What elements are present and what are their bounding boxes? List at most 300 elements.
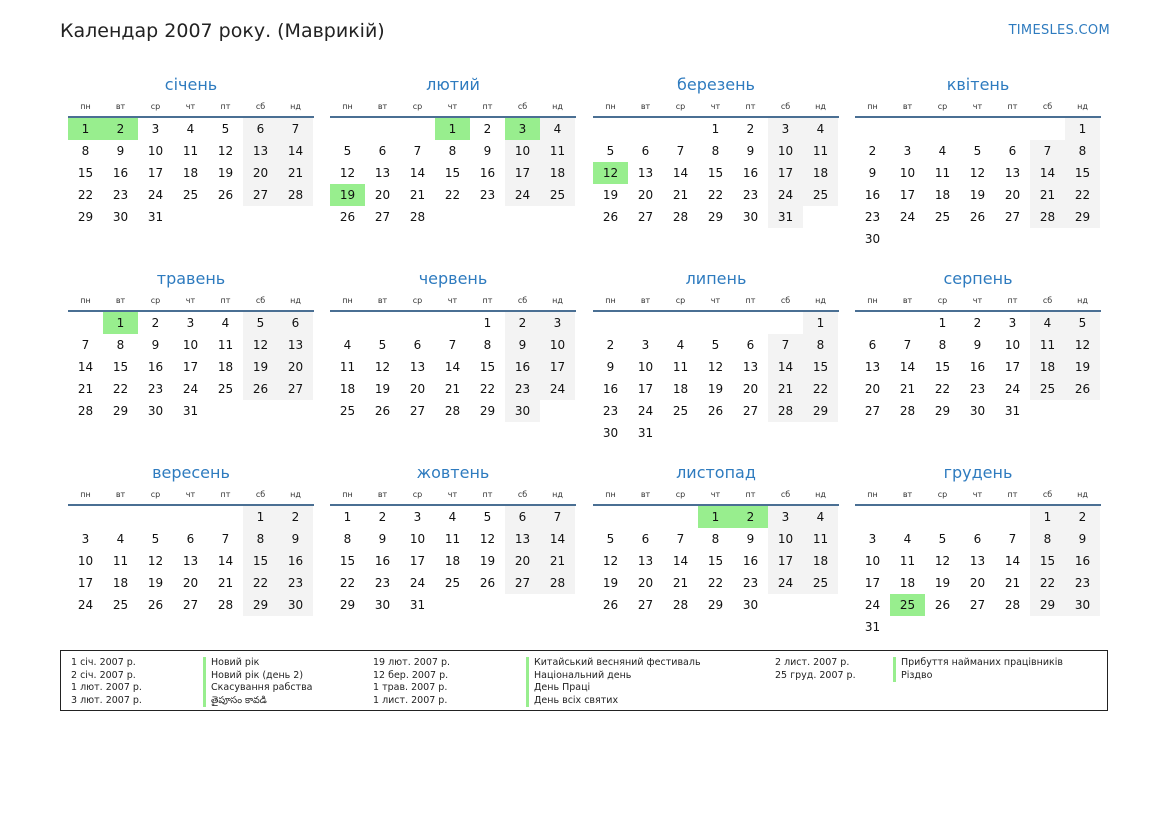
weekend-day-cell: 9 (1065, 528, 1100, 550)
empty-cell (68, 506, 103, 528)
week-row (330, 206, 576, 228)
day-cell: 11 (899, 554, 916, 568)
week-row (68, 594, 314, 616)
weekend-day-cell: 12 (1065, 334, 1100, 356)
weekend-day-cell: 30 (278, 594, 313, 616)
day-cell: 13 (409, 360, 426, 374)
day-cell: 25 (217, 382, 234, 396)
weekend-day-cell: 27 (243, 184, 278, 206)
day-cell: 27 (1004, 210, 1021, 224)
day-cell: 8 (343, 532, 352, 546)
legend-names-column (893, 657, 1063, 682)
month-name: грудень (943, 463, 1013, 482)
month-block (593, 74, 839, 228)
weekend-day-cell: 18 (540, 162, 575, 184)
weekday-label: пн (80, 102, 91, 111)
day-cell: 7 (221, 532, 230, 546)
day-cell: 24 (864, 598, 881, 612)
weekday-label: нд (552, 296, 563, 305)
empty-cell (925, 228, 960, 250)
weekday-label: пн (605, 296, 616, 305)
empty-cell (855, 312, 890, 334)
empty-cell (243, 400, 278, 422)
weekend-day-cell: 1 (1030, 506, 1065, 528)
weekday-label: пт (1007, 102, 1018, 111)
weekday-header (855, 99, 1101, 118)
day-cell: 23 (112, 188, 129, 202)
weekend-day-cell: 2 (505, 312, 540, 334)
day-cell: 3 (1008, 316, 1017, 330)
weekend-day-cell: 10 (768, 528, 803, 550)
weekend-day-cell: 11 (1030, 334, 1065, 356)
day-cell: 8 (483, 338, 492, 352)
day-cell: 14 (77, 360, 94, 374)
day-cell: 22 (707, 188, 724, 202)
weekday-label: вт (640, 296, 651, 305)
day-cell: 22 (707, 576, 724, 590)
day-cell: 16 (112, 166, 129, 180)
weekend-day-cell: 22 (1065, 184, 1100, 206)
day-cell: 14 (217, 554, 234, 568)
day-cell: 14 (444, 360, 461, 374)
day-cell: 16 (742, 554, 759, 568)
month-block (68, 462, 314, 616)
day-cell: 16 (969, 360, 986, 374)
day-cell: 21 (77, 382, 94, 396)
day-cell: 20 (1004, 188, 1021, 202)
day-cell: 5 (938, 532, 947, 546)
holiday-day-cell: 3 (505, 118, 540, 140)
month-block (855, 74, 1101, 250)
day-cell: 13 (1004, 166, 1021, 180)
weekday-label: ср (150, 296, 161, 305)
weekend-day-cell: 10 (768, 140, 803, 162)
empty-cell (208, 400, 243, 422)
empty-cell (1065, 616, 1100, 638)
legend-dates-column (775, 657, 856, 682)
weekday-label: пн (605, 102, 616, 111)
weekend-day-cell: 3 (768, 506, 803, 528)
weekend-day-cell: 24 (505, 184, 540, 206)
weekend-day-cell: 15 (1030, 550, 1065, 572)
day-cell: 27 (742, 404, 759, 418)
empty-cell (540, 594, 575, 616)
weekday-label: чт (710, 490, 721, 499)
brand-link[interactable]: TIMESLES.COM (1008, 23, 1110, 38)
week-row (330, 378, 576, 400)
week-row (68, 118, 314, 140)
weekend-day-cell: 25 (803, 184, 838, 206)
day-cell: 29 (112, 404, 129, 418)
week-row (593, 378, 839, 400)
day-cell: 19 (602, 188, 619, 202)
weekday-label: ср (150, 490, 161, 499)
holiday-day-cell: 2 (103, 118, 138, 140)
weekday-label: ср (675, 490, 686, 499)
day-cell: 21 (217, 576, 234, 590)
empty-cell (925, 118, 960, 140)
empty-cell (960, 506, 995, 528)
week-row (68, 506, 314, 528)
weekday-label: пт (220, 102, 231, 111)
weekend-day-cell: 14 (1030, 162, 1065, 184)
day-cell: 20 (374, 188, 391, 202)
weekend-day-cell: 16 (1065, 550, 1100, 572)
month-block (330, 462, 576, 616)
weekday-label: пт (745, 296, 756, 305)
empty-cell (435, 206, 470, 228)
weekday-label: сб (517, 490, 528, 499)
legend-date: 2 січ. 2007 р. (71, 669, 136, 681)
day-cell: 14 (1004, 554, 1021, 568)
empty-cell (803, 206, 838, 228)
day-cell: 7 (448, 338, 457, 352)
legend-date: 1 лист. 2007 р. (373, 694, 448, 706)
day-cell: 6 (973, 532, 982, 546)
weekend-day-cell: 17 (768, 550, 803, 572)
day-cell: 9 (116, 144, 125, 158)
day-cell: 4 (676, 338, 685, 352)
day-cell: 30 (147, 404, 164, 418)
weekend-day-cell: 7 (768, 334, 803, 356)
weekday-label: чт (185, 102, 196, 111)
day-cell: 3 (81, 532, 90, 546)
weekend-day-cell: 20 (278, 356, 313, 378)
weekend-day-cell: 4 (1030, 312, 1065, 334)
day-cell: 9 (746, 144, 755, 158)
day-cell: 10 (77, 554, 94, 568)
day-cell: 8 (938, 338, 947, 352)
day-cell: 14 (409, 166, 426, 180)
day-cell: 28 (1004, 598, 1021, 612)
day-cell: 28 (672, 598, 689, 612)
weekend-day-cell: 27 (278, 378, 313, 400)
empty-cell (208, 206, 243, 228)
weekend-day-cell: 4 (803, 118, 838, 140)
weekend-day-cell: 23 (278, 572, 313, 594)
legend-date: 3 лют. 2007 р. (71, 694, 142, 706)
week-row (330, 118, 576, 140)
empty-cell (330, 312, 365, 334)
day-cell: 15 (339, 554, 356, 568)
day-cell: 13 (637, 166, 654, 180)
day-cell: 30 (969, 404, 986, 418)
holiday-day-cell: 1 (68, 118, 103, 140)
day-cell: 14 (672, 554, 689, 568)
weekday-label: вт (377, 102, 388, 111)
weekday-label: пн (342, 296, 353, 305)
day-cell: 26 (374, 404, 391, 418)
month-block (330, 74, 576, 228)
empty-cell (768, 312, 803, 334)
day-cell: 19 (707, 382, 724, 396)
weekend-day-cell: 23 (1065, 572, 1100, 594)
month-name: травень (156, 269, 226, 288)
weekend-day-cell: 3 (768, 118, 803, 140)
day-cell: 31 (409, 598, 426, 612)
weekday-label: чт (972, 102, 983, 111)
day-cell: 25 (444, 576, 461, 590)
day-cell: 28 (409, 210, 426, 224)
empty-cell (278, 206, 313, 228)
empty-cell (1030, 400, 1065, 422)
week-row (593, 312, 839, 334)
day-cell: 5 (483, 510, 492, 524)
weekend-day-cell: 13 (243, 140, 278, 162)
weekend-day-cell: 21 (1030, 184, 1065, 206)
day-cell: 20 (742, 382, 759, 396)
day-cell: 11 (339, 360, 356, 374)
day-cell: 24 (899, 210, 916, 224)
weekday-label: чт (972, 490, 983, 499)
day-cell: 16 (374, 554, 391, 568)
weekday-label: ср (412, 490, 423, 499)
day-cell: 22 (479, 382, 496, 396)
empty-cell (138, 506, 173, 528)
weekday-label: сб (517, 296, 528, 305)
week-row (593, 356, 839, 378)
day-cell: 9 (151, 338, 160, 352)
day-cell: 24 (147, 188, 164, 202)
day-cell: 29 (479, 404, 496, 418)
week-row (68, 206, 314, 228)
week-row (855, 378, 1101, 400)
day-cell: 17 (147, 166, 164, 180)
empty-cell (173, 506, 208, 528)
weekday-label: ср (150, 102, 161, 111)
weekend-day-cell: 21 (768, 378, 803, 400)
weekday-label: чт (447, 296, 458, 305)
day-cell: 7 (676, 532, 685, 546)
week-row (593, 572, 839, 594)
legend-date: 12 бер. 2007 р. (373, 669, 449, 681)
weekday-header (330, 293, 576, 312)
day-cell: 3 (903, 144, 912, 158)
weekend-day-cell: 28 (540, 572, 575, 594)
day-cell: 23 (602, 404, 619, 418)
weekend-day-cell: 17 (505, 162, 540, 184)
weekday-label: вт (115, 490, 126, 499)
day-cell: 22 (444, 188, 461, 202)
weekday-label: нд (1077, 490, 1088, 499)
empty-cell (663, 312, 698, 334)
empty-cell (470, 206, 505, 228)
day-cell: 20 (637, 188, 654, 202)
day-cell: 12 (339, 166, 356, 180)
day-cell: 25 (182, 188, 199, 202)
day-cell: 21 (672, 188, 689, 202)
week-row (68, 312, 314, 334)
day-cell: 18 (444, 554, 461, 568)
day-cell: 23 (479, 188, 496, 202)
week-row (855, 312, 1101, 334)
weekday-header (855, 293, 1101, 312)
day-cell: 1 (711, 122, 720, 136)
holiday-day-cell: 12 (593, 162, 628, 184)
empty-cell (925, 616, 960, 638)
week-row (855, 506, 1101, 528)
empty-cell (470, 594, 505, 616)
legend-dates-column (71, 657, 142, 707)
week-row (68, 528, 314, 550)
day-cell: 12 (602, 554, 619, 568)
day-cell: 23 (147, 382, 164, 396)
legend-date: 25 груд. 2007 р. (775, 669, 856, 681)
day-cell: 6 (186, 532, 195, 546)
empty-cell (435, 594, 470, 616)
day-cell: 5 (343, 144, 352, 158)
empty-cell (628, 506, 663, 528)
empty-cell (768, 594, 803, 616)
weekend-day-cell: 22 (803, 378, 838, 400)
empty-cell (505, 594, 540, 616)
week-row (330, 356, 576, 378)
weekend-day-cell: 19 (243, 356, 278, 378)
day-cell: 4 (938, 144, 947, 158)
legend-holiday-name: Новий рік (203, 657, 313, 670)
month-block (855, 268, 1101, 422)
legend-holiday-name: День Праці (526, 682, 701, 695)
day-cell: 27 (864, 404, 881, 418)
day-cell: 26 (147, 598, 164, 612)
weekday-label: чт (185, 296, 196, 305)
day-cell: 5 (973, 144, 982, 158)
week-row (68, 334, 314, 356)
weekend-day-cell: 29 (1030, 594, 1065, 616)
day-cell: 6 (1008, 144, 1017, 158)
empty-cell (400, 312, 435, 334)
day-cell: 12 (374, 360, 391, 374)
day-cell: 12 (934, 554, 951, 568)
legend-dates-column (373, 657, 450, 707)
day-cell: 31 (864, 620, 881, 634)
weekend-day-cell: 29 (803, 400, 838, 422)
day-cell: 26 (217, 188, 234, 202)
week-row (855, 594, 1101, 616)
day-cell: 7 (81, 338, 90, 352)
weekend-day-cell: 11 (803, 528, 838, 550)
week-row (855, 206, 1101, 228)
day-cell: 13 (969, 554, 986, 568)
weekday-label: чт (447, 102, 458, 111)
weekend-day-cell: 16 (505, 356, 540, 378)
week-row (855, 528, 1101, 550)
legend-holiday-name: Прибуття найманих працівників (893, 657, 1063, 670)
day-cell: 12 (969, 166, 986, 180)
weekend-day-cell: 13 (278, 334, 313, 356)
day-cell: 19 (602, 576, 619, 590)
month-block (593, 268, 839, 444)
day-cell: 29 (77, 210, 94, 224)
weekend-day-cell: 8 (243, 528, 278, 550)
day-cell: 4 (116, 532, 125, 546)
empty-cell (243, 206, 278, 228)
weekday-label: нд (290, 296, 301, 305)
weekday-label: нд (552, 490, 563, 499)
weekday-label: сб (255, 490, 266, 499)
day-cell: 2 (151, 316, 160, 330)
weekday-label: пт (220, 490, 231, 499)
legend-holiday-name: తైపూసం కావడి (203, 695, 313, 708)
day-cell: 2 (378, 510, 387, 524)
weekday-label: ср (675, 296, 686, 305)
week-row (593, 550, 839, 572)
day-cell: 7 (903, 338, 912, 352)
weekend-day-cell: 2 (1065, 506, 1100, 528)
month-name: серпень (943, 269, 1013, 288)
weekend-day-cell: 27 (505, 572, 540, 594)
day-cell: 19 (934, 576, 951, 590)
day-cell: 12 (479, 532, 496, 546)
month-block (68, 268, 314, 422)
day-cell: 22 (934, 382, 951, 396)
weekend-day-cell: 15 (1065, 162, 1100, 184)
empty-cell (663, 118, 698, 140)
day-cell: 22 (112, 382, 129, 396)
day-cell: 14 (672, 166, 689, 180)
day-cell: 18 (934, 188, 951, 202)
week-row (855, 616, 1101, 638)
day-cell: 25 (934, 210, 951, 224)
day-cell: 26 (602, 598, 619, 612)
day-cell: 2 (483, 122, 492, 136)
day-cell: 11 (934, 166, 951, 180)
weekday-label: ср (412, 296, 423, 305)
month-block (855, 462, 1101, 638)
day-cell: 9 (483, 144, 492, 158)
empty-cell (505, 206, 540, 228)
empty-cell (435, 312, 470, 334)
weekday-label: пн (80, 296, 91, 305)
empty-cell (855, 506, 890, 528)
day-cell: 14 (899, 360, 916, 374)
legend-holiday-name: Новий рік (день 2) (203, 670, 313, 683)
empty-cell (803, 594, 838, 616)
day-cell: 12 (217, 144, 234, 158)
weekday-label: ср (937, 102, 948, 111)
weekday-label: пн (867, 490, 878, 499)
day-cell: 13 (864, 360, 881, 374)
day-cell: 24 (409, 576, 426, 590)
weekday-header (855, 487, 1101, 506)
week-row (330, 184, 576, 206)
weekend-day-cell: 1 (803, 312, 838, 334)
empty-cell (925, 506, 960, 528)
empty-cell (890, 312, 925, 334)
day-cell: 10 (147, 144, 164, 158)
weekday-label: вт (377, 490, 388, 499)
week-row (68, 184, 314, 206)
day-cell: 15 (707, 166, 724, 180)
day-cell: 20 (637, 576, 654, 590)
legend-date: 19 лют. 2007 р. (373, 657, 450, 668)
month-name: березень (677, 75, 755, 94)
weekday-label: нд (290, 490, 301, 499)
day-cell: 10 (864, 554, 881, 568)
day-cell: 6 (641, 532, 650, 546)
day-cell: 16 (147, 360, 164, 374)
month-name: листопад (676, 463, 756, 482)
day-cell: 5 (221, 122, 230, 136)
day-cell: 24 (77, 598, 94, 612)
week-row (593, 334, 839, 356)
empty-cell (1030, 118, 1065, 140)
weekday-label: ср (937, 296, 948, 305)
month-block (330, 268, 576, 422)
day-cell: 2 (973, 316, 982, 330)
day-cell: 27 (637, 210, 654, 224)
day-cell: 12 (707, 360, 724, 374)
